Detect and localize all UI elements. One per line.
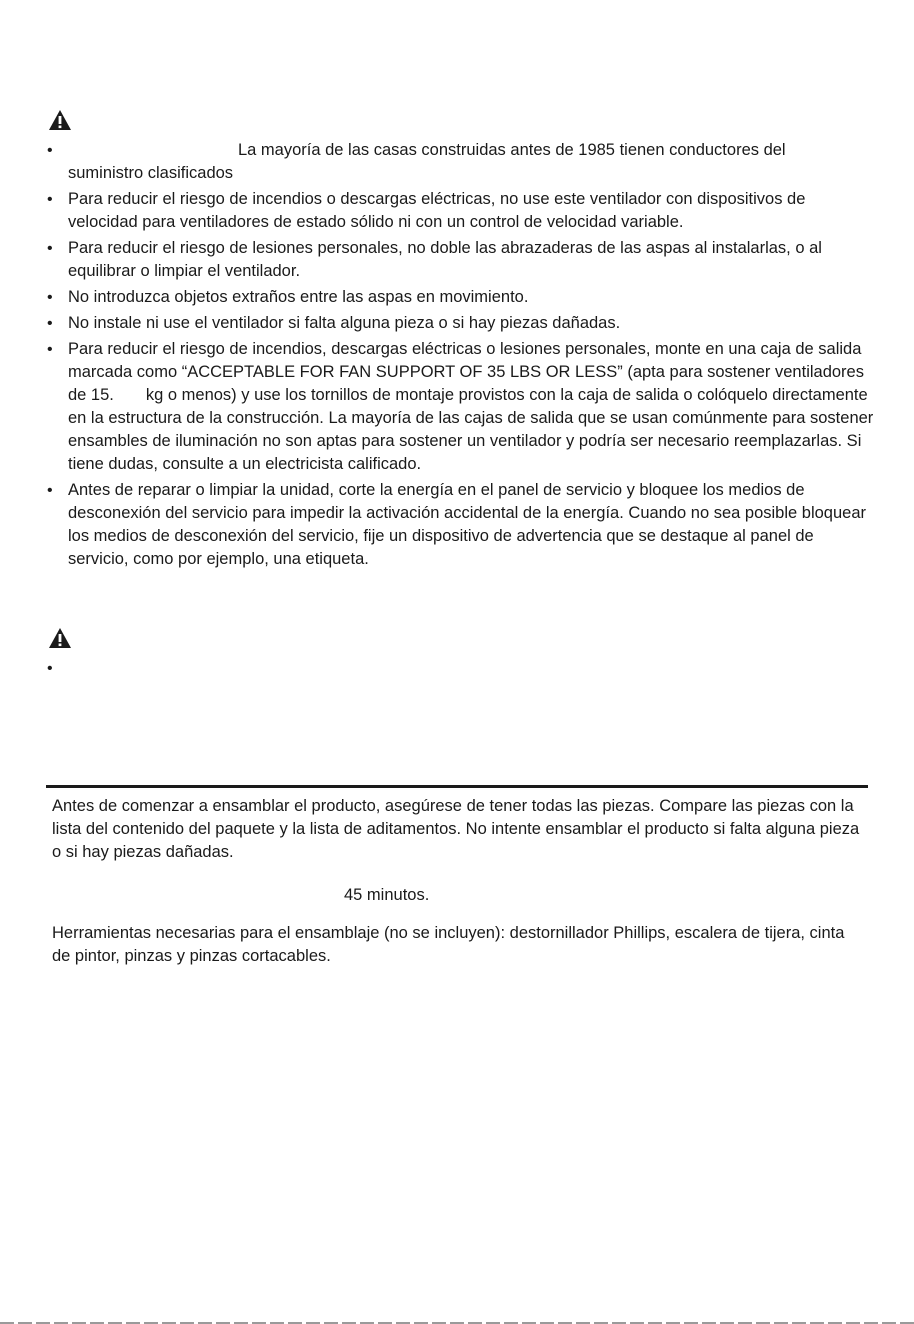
bullet: • bbox=[47, 240, 53, 257]
list-item bbox=[46, 286, 876, 309]
item-text: La mayoría de las casas construidas antes de 1985 tienen conductores del bbox=[238, 141, 786, 159]
item-text: No instale ni use el ventilador si falta alguna pieza o si hay piezas dañadas. bbox=[68, 314, 621, 332]
warning-triangle-icon bbox=[48, 109, 72, 131]
list-item bbox=[46, 237, 876, 283]
bullet: • bbox=[47, 341, 53, 358]
list-item bbox=[46, 479, 876, 571]
tools-needed: Herramientas necesarias para el ensamblaje (no se incluyen): destornillador Phillips, escalera de tijera, cinta de pintor, pinzas y pinzas cortacables. bbox=[52, 924, 845, 965]
item-text: Para reducir el riesgo de lesiones personales, no doble las abrazaderas de las aspas al instalarlas, o al equilibrar o limpiar el ventilador. bbox=[68, 239, 822, 280]
item-text-cont: suministro clasificados bbox=[68, 164, 234, 182]
bullet: • bbox=[47, 315, 53, 332]
bullet: • bbox=[47, 482, 53, 499]
list-item bbox=[46, 312, 876, 335]
list-item bbox=[46, 338, 876, 476]
item-text-cont: kg o menos) y use los tornillos de montaje provistos con la caja de salida o colóquelo directamente en la estructura de la construcción. La mayoría de las cajas de salida que se usan comúnmente para sostener ensambles de iluminación no son aptas para sostener un ventilador y podría ser necesario reemplazarlas. Si tiene dudas, consulte a un electricista calificado. bbox=[68, 386, 874, 473]
list-item bbox=[46, 188, 876, 234]
bullet: • bbox=[47, 142, 53, 159]
preparation-intro: Antes de comenzar a ensamblar el producto, asegúrese de tener todas las piezas. Compare las piezas con la lista del contenido del paquete y la lista de aditamentos. No intente ensamblar el producto si falta alguna pieza o si hay piezas dañadas. bbox=[52, 797, 860, 861]
section-divider bbox=[46, 785, 868, 788]
item-text: No introduzca objetos extraños entre las aspas en movimiento. bbox=[68, 288, 529, 306]
item-text: Antes de reparar o limpiar la unidad, corte la energía en el panel de servicio y bloquee los medios de desconexión del servicio para impedir la activación accidental de la energía. Cuando no sea posible bloquear los medios de desconexión del servicio, fije un dispositivo de advertencia que se destaque al panel de servicio, como por ejemplo, una etiqueta. bbox=[68, 481, 867, 568]
bullet: • bbox=[47, 660, 53, 677]
warning-triangle-icon bbox=[48, 627, 72, 649]
item-text: Para reducir el riesgo de incendios, descargas eléctricas o lesiones personales, monte en una caja de salida marcada como “ACCEPTABLE FOR FAN SUPPORT OF 35 LBS OR LESS” (apta para sostener ventiladores de 15. bbox=[68, 340, 864, 404]
warning-list-1 bbox=[46, 139, 876, 571]
assembly-time: 45 minutos. bbox=[344, 886, 430, 904]
bullet: • bbox=[47, 191, 53, 208]
list-item bbox=[46, 139, 876, 185]
bullet: • bbox=[47, 289, 53, 306]
item-text: Para reducir el riesgo de incendios o descargas eléctricas, no use este ventilador con dispositivos de velocidad para ventiladores de estado sólido ni con un control de velocidad variable. bbox=[68, 190, 806, 231]
